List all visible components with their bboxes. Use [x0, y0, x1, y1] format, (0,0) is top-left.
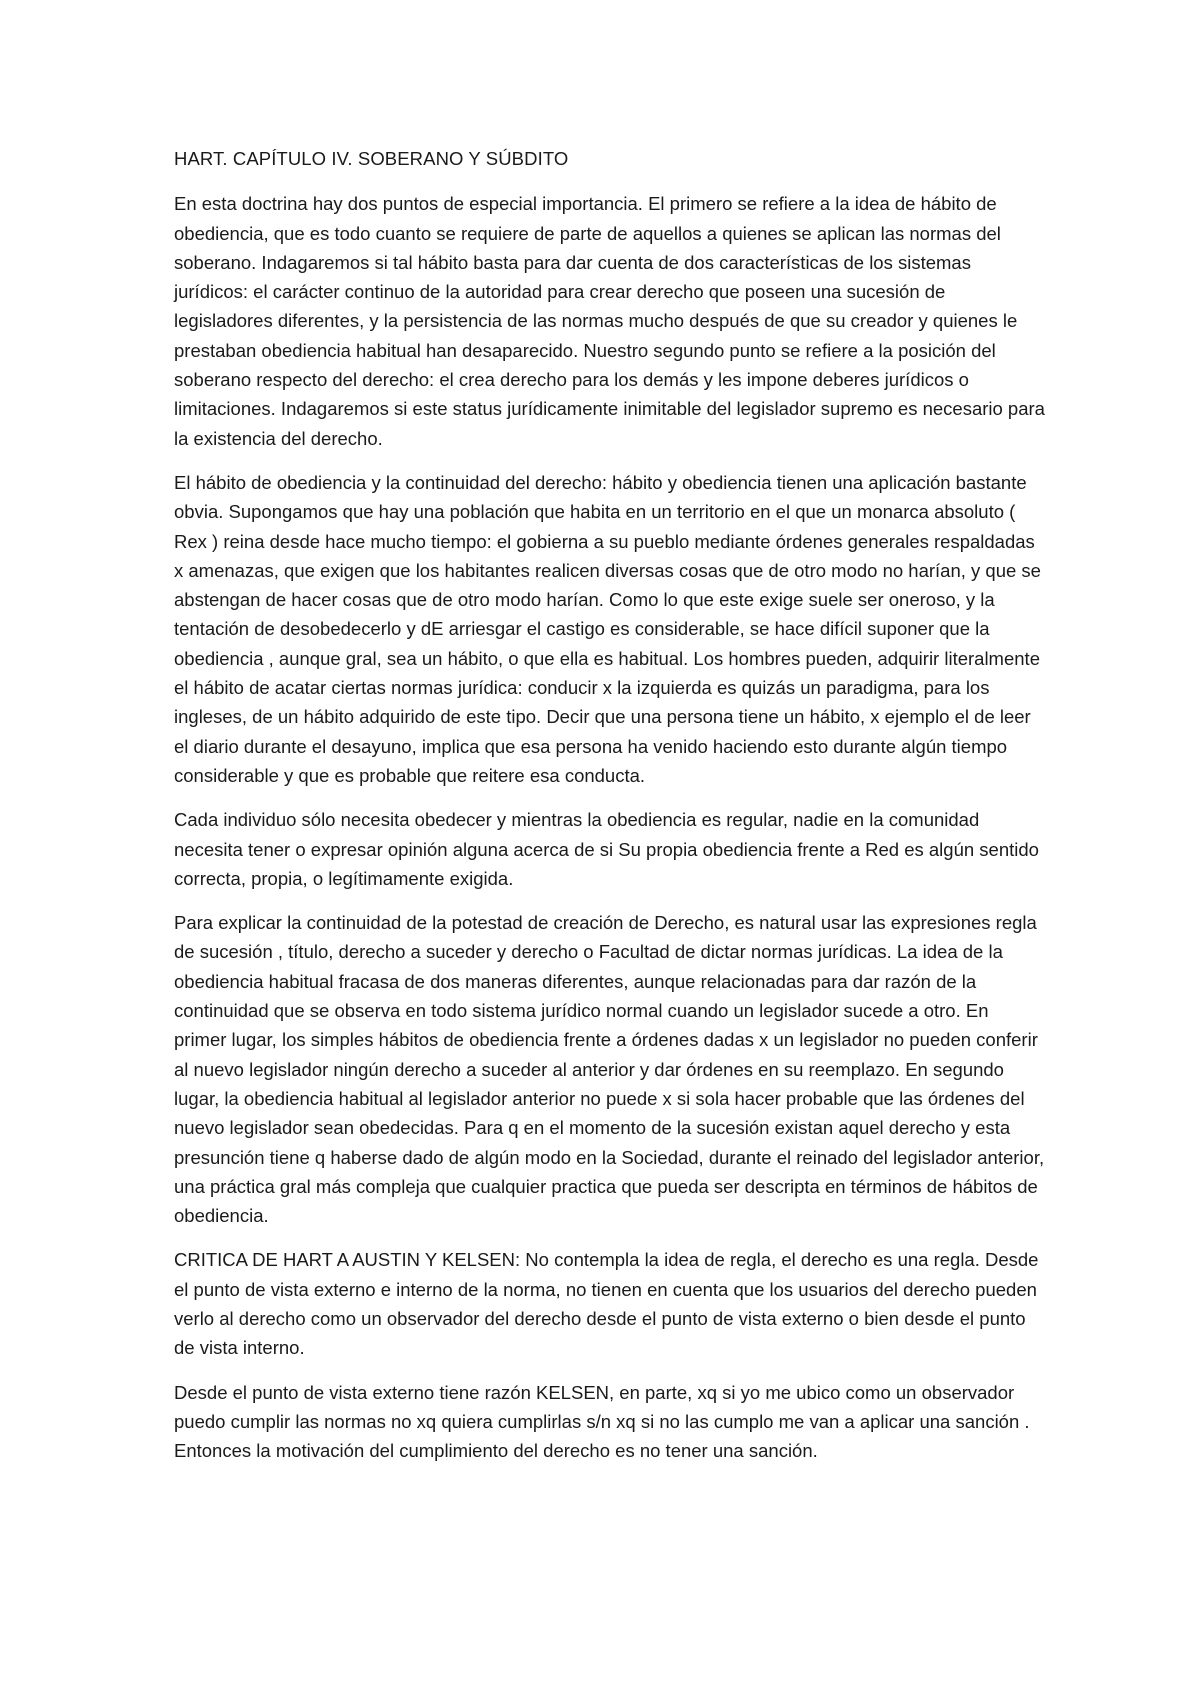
paragraph-habit-obedience: El hábito de obediencia y la continuidad del derecho: hábito y obediencia tienen una aplicación bastante obvia. Supongamos que hay una población que habita en un territorio en el que un monarca absoluto ( Rex ) reina desde hace mucho tiempo: el gobierna a su pueblo mediante órdenes generales respaldadas x amenazas, que exigen que los habitantes realicen diversas cosas que de otro modo no harían, y que se abstengan de hacer cosas que de otro modo harían. Como lo que este exige suele ser oneroso, y la tentación de desobedecerlo y dE arriesgar el castigo es considerable, se hace difícil suponer que la obediencia , aunque gral, sea un hábito, o que ella es habitual. Los hombres pueden, adquirir literalmente el hábito de acatar ciertas normas jurídica: conducir x la izquierda es quizás un paradigma, para los ingleses, de un hábito adquirido de este tipo. Decir que una persona tiene un hábito, x ejemplo el de leer el diario durante el desayuno, implica que esa persona ha venido haciendo esto durante algún tiempo considerable y que es probable que reitere esa conducta.	[174, 471, 1041, 786]
paragraph-individual-obedience: Cada individuo sólo necesita obedecer y mientras la obediencia es regular, nadie en la comunidad necesita tener o expresar opinión alguna acerca de si Su propia obediencia frente a Red es algún sentido correcta, propia, o legítimamente exigida.	[174, 809, 1039, 889]
document-body	[174, 144, 1046, 1480]
paragraph-external-viewpoint: Desde el punto de vista externo tiene razón KELSEN, en parte, xq si yo me ubico como un observador puedo cumplir las normas no xq quiera cumplirlas s/n xq si no las cumplo me van a aplicar una sanción . Entonces la motivación del cumplimiento del derecho es no tener una sanción.	[174, 1381, 1030, 1462]
paragraph-doctrine-points: En esta doctrina hay dos puntos de especial importancia. El primero se refiere a la idea de hábito de obediencia, que es todo cuanto se requiere de parte de aquellos a quienes se aplican las normas del soberano. Indagaremos si tal hábito basta para dar cuenta de dos características de los sistemas jurídicos: el carácter continuo de la autoridad para crear derecho que poseen una sucesión de legisladores diferentes, y la persistencia de las normas mucho después de que su creador y quienes le prestaban obediencia habitual han desaparecido. Nuestro segundo punto se refiere a la posición del soberano respecto del derecho: el crea derecho para los demás y les impone deberes jurídicos o limitaciones. Indagaremos si este status jurídicamente inimitable del legislador supremo es necesario para la existencia del derecho.	[174, 193, 1045, 449]
paragraph-continuity: Para explicar la continuidad de la potestad de creación de Derecho, es natural usar las expresiones regla de sucesión , título, derecho a suceder y derecho o Facultad de dictar normas jurídicas. La idea de la obediencia habitual fracasa de dos maneras diferentes, aunque relacionadas para dar razón de la continuidad que se observa en todo sistema jurídico normal cuando un legislador sucede a otro. En primer lugar, los simples hábitos de obediencia frente a órdenes dadas x un legislador no pueden conferir al nuevo legislador ningún derecho a suceder al anterior y dar órdenes en su reemplazo. En segundo lugar, la obediencia habitual al legislador anterior no puede x si sola hacer probable que las órdenes del nuevo legislador sean obedecidas. Para q en el momento de la sucesión existan aquel derecho y esta presunción tiene q haberse dado de algún modo en la Sociedad, durante el reinado del legislador anterior, una práctica gral más compleja que cualquier practica que pueda ser descripta en términos de hábitos de obediencia.	[174, 912, 1045, 1227]
paragraph-critique-austin-kelsen: CRITICA DE HART A AUSTIN Y KELSEN: No contempla la idea de regla, el derecho es una regla. Desde el punto de vista externo e interno de la norma, no tienen en cuenta que los usuarios del derecho pueden verlo al derecho como un observador del derecho desde el punto de vista externo o bien desde el punto de vista interno.	[174, 1249, 1039, 1359]
document-title: HART. CAPÍTULO IV. SOBERANO Y SÚBDITO	[174, 148, 569, 169]
